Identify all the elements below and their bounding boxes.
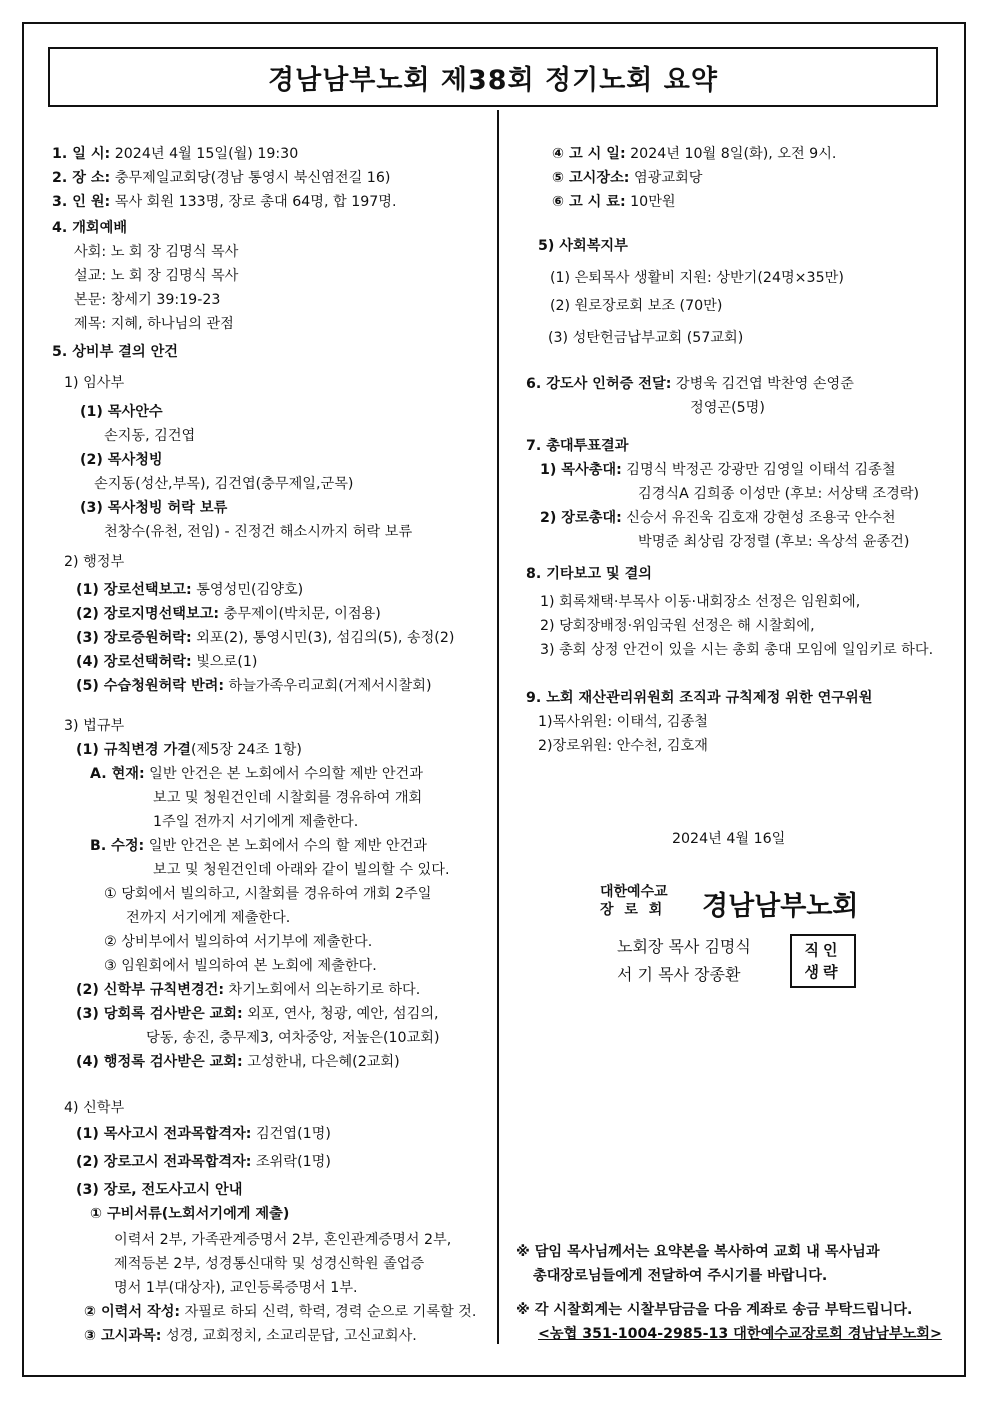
left-line: ① 구비서류(노회서기에게 제출) <box>90 1206 290 1222</box>
right-line: ⑤ 고시장소: 염광교회당 <box>552 170 703 186</box>
left-line: ③ 고시과목: 성경, 교회정치, 소교리문답, 고신교회사. <box>84 1328 417 1344</box>
left-line: 보고 및 청원건인데 시찰회를 경유하여 개회 <box>153 790 423 806</box>
left-line: 4. 개회예배 <box>52 220 128 236</box>
right-line: 5) 사회복지부 <box>538 238 628 254</box>
right-line: (1) 은퇴목사 생활비 지원: 상반기(24명×35만) <box>550 270 844 286</box>
column-divider <box>497 110 499 1344</box>
left-line: 3. 인 원: 목사 회원 133명, 장로 총대 64명, 합 197명. <box>52 194 397 210</box>
org-name: 경남남부노회 <box>702 891 859 922</box>
left-line: 손지동, 김건엽 <box>104 428 196 444</box>
left-line: 명서 1부(대상자), 교인등록증명서 1부. <box>114 1280 358 1296</box>
left-line: (4) 행정록 검사받은 교회: 고성한내, 다은혜(2교회) <box>76 1054 400 1070</box>
left-line: 5. 상비부 결의 안건 <box>52 344 179 360</box>
left-line: ② 상비부에서 빌의하여 서기부에 제출한다. <box>104 934 373 950</box>
left-line: 4) 신학부 <box>64 1100 125 1116</box>
right-line: 7. 총대투표결과 <box>526 438 629 454</box>
right-line: 2) 장로총대: 신승서 유진욱 김호재 강현성 조용국 안수천 <box>540 510 896 526</box>
left-line: ③ 임원회에서 빌의하여 본 노회에 제출한다. <box>104 958 377 974</box>
seal-line-1: 직인 <box>804 941 842 959</box>
notice-1-line-2: 총대장로님들에게 전달하여 주시기를 바랍니다. <box>533 1268 828 1284</box>
right-line: 1) 목사총대: 김명식 박정곤 강광만 김영일 이태석 김종철 <box>540 462 896 478</box>
left-line: (2) 장로지명선택보고: 충무제이(박치문, 이점용) <box>76 606 381 622</box>
notice-1-line-1: ※ 담임 목사님께서는 요약본을 복사하여 교회 내 목사님과 <box>516 1244 880 1260</box>
right-line: 2) 당회장배정·위임국원 선정은 해 시찰회에, <box>540 618 815 634</box>
left-line: 당동, 송진, 충무제3, 여차중앙, 저높은(10교회) <box>146 1030 440 1046</box>
right-line: 3) 총회 상정 안건이 있을 시는 총회 총대 모임에 일임키로 하다. <box>540 642 934 658</box>
left-line: 전까지 서기에게 제출한다. <box>126 910 291 926</box>
left-line: 손지동(성산,부목), 김건엽(충무제일,군목) <box>94 476 354 492</box>
right-line: 정영곤(5명) <box>690 400 765 416</box>
left-line: (2) 신학부 규칙변경건: 차기노회에서 의논하기로 하다. <box>76 982 421 998</box>
left-line: (3) 목사청빙 허락 보류 <box>80 500 228 516</box>
left-line: ① 당회에서 빌의하고, 시찰회를 경유하여 개회 2주일 <box>104 886 432 902</box>
right-line: 9. 노회 재산관리위원회 조직과 규칙제정 위한 연구위원 <box>526 690 873 706</box>
left-line: ② 이력서 작성: 자필로 하되 신력, 학력, 경력 순으로 기록할 것. <box>84 1304 477 1320</box>
left-line: 1. 일 시: 2024년 4월 15일(월) 19:30 <box>52 146 299 162</box>
left-line: (2) 장로고시 전과목합격자: 조위락(1명) <box>76 1154 331 1170</box>
signature-clerk: 서 기 목사 장종환 <box>617 965 741 984</box>
right-line: ⑥ 고 시 료: 10만원 <box>552 194 676 210</box>
right-line: 박명준 최상림 강정렬 (후보: 옥상석 윤종건) <box>638 534 910 550</box>
left-line: B. 수정: 일반 안건은 본 노회에서 수의 할 제반 안건과 <box>90 838 428 854</box>
notice-2-line-1: ※ 각 시찰회계는 시찰부담금을 다음 계좌로 송금 부탁드립니다. <box>516 1302 913 1318</box>
left-line: 2. 장 소: 충무제일교회당(경남 통영시 북신염전길 16) <box>52 170 391 186</box>
right-line: 1) 회록채택·부목사 이동·내회장소 선정은 임원회에, <box>540 594 861 610</box>
right-line: 6. 강도사 인허증 전달: 강병욱 김건엽 박찬영 손영준 <box>526 376 854 392</box>
right-line: 김경식A 김희종 이성만 (후보: 서상택 조경락) <box>638 486 920 502</box>
left-line: (1) 목사안수 <box>80 404 163 420</box>
left-line: (3) 장로증원허락: 외포(2), 통영시민(3), 섬김의(5), 송정(2) <box>76 630 455 646</box>
org-denomination: 대한예수교 <box>600 884 668 900</box>
right-line: 1)목사위원: 이태석, 김종철 <box>538 714 708 730</box>
right-line: (3) 성탄헌금납부교회 (57교회) <box>548 330 744 346</box>
left-line: A. 현재: 일반 안건은 본 노회에서 수의할 제반 안건과 <box>90 766 423 782</box>
left-line: 천창수(유천, 전임) - 진정건 해소시까지 허락 보류 <box>104 524 413 540</box>
left-line: 2) 행정부 <box>64 554 125 570</box>
right-line: ④ 고 시 일: 2024년 10월 8일(화), 오전 9시. <box>552 146 837 162</box>
signature-moderator: 노회장 목사 김명식 <box>617 937 751 956</box>
left-line: 1주일 전까지 서기에게 제출한다. <box>153 814 359 830</box>
notice-2-bank-account: <농협 351-1004-2985-13 대한예수교장로회 경남남부노회> <box>538 1326 942 1342</box>
left-line: 본문: 창세기 39:19-23 <box>74 292 221 308</box>
left-line: (1) 규칙변경 가결(제5장 24조 1항) <box>76 742 302 758</box>
right-line: 8. 기타보고 및 결의 <box>526 566 653 582</box>
left-line: 보고 및 청원건인데 아래와 같이 빌의할 수 있다. <box>153 862 450 878</box>
document-title: 경남남부노회 제38회 정기노회 요약 <box>48 47 938 107</box>
left-line: (2) 목사청빙 <box>80 452 163 468</box>
left-line: 1) 임사부 <box>64 375 125 391</box>
left-line: 3) 법규부 <box>64 718 125 734</box>
left-line: (3) 당회록 검사받은 교회: 외포, 연사, 청광, 예안, 섬김의, <box>76 1006 439 1022</box>
left-line: 제적등본 2부, 성경통신대학 및 성경신학원 졸업증 <box>114 1256 425 1272</box>
left-line: 설교: 노 회 장 김명식 목사 <box>74 268 239 284</box>
issue-date: 2024년 4월 16일 <box>672 831 786 847</box>
official-seal-box <box>790 934 856 988</box>
left-line: (5) 수습청원허락 반려: 하늘가족우리교회(거제서시찰회) <box>76 678 432 694</box>
right-line: (2) 원로장로회 보조 (70만) <box>550 298 723 314</box>
left-line: (3) 장로, 전도사고시 안내 <box>76 1182 243 1198</box>
left-line: 사회: 노 회 장 김명식 목사 <box>74 244 239 260</box>
seal-line-2: 생략 <box>804 963 842 981</box>
org-assembly: 장 로 회 <box>600 902 666 918</box>
left-line: (1) 목사고시 전과목합격자: 김건엽(1명) <box>76 1126 331 1142</box>
left-line: 이력서 2부, 가족관계증명서 2부, 혼인관계증명서 2부, <box>114 1232 452 1248</box>
left-line: 제목: 지혜, 하나님의 관점 <box>74 316 234 332</box>
left-line: (1) 장로선택보고: 통영성민(김양호) <box>76 582 304 598</box>
left-line: (4) 장로선택허락: 빛으로(1) <box>76 654 258 670</box>
right-line: 2)장로위원: 안수천, 김호재 <box>538 738 708 754</box>
